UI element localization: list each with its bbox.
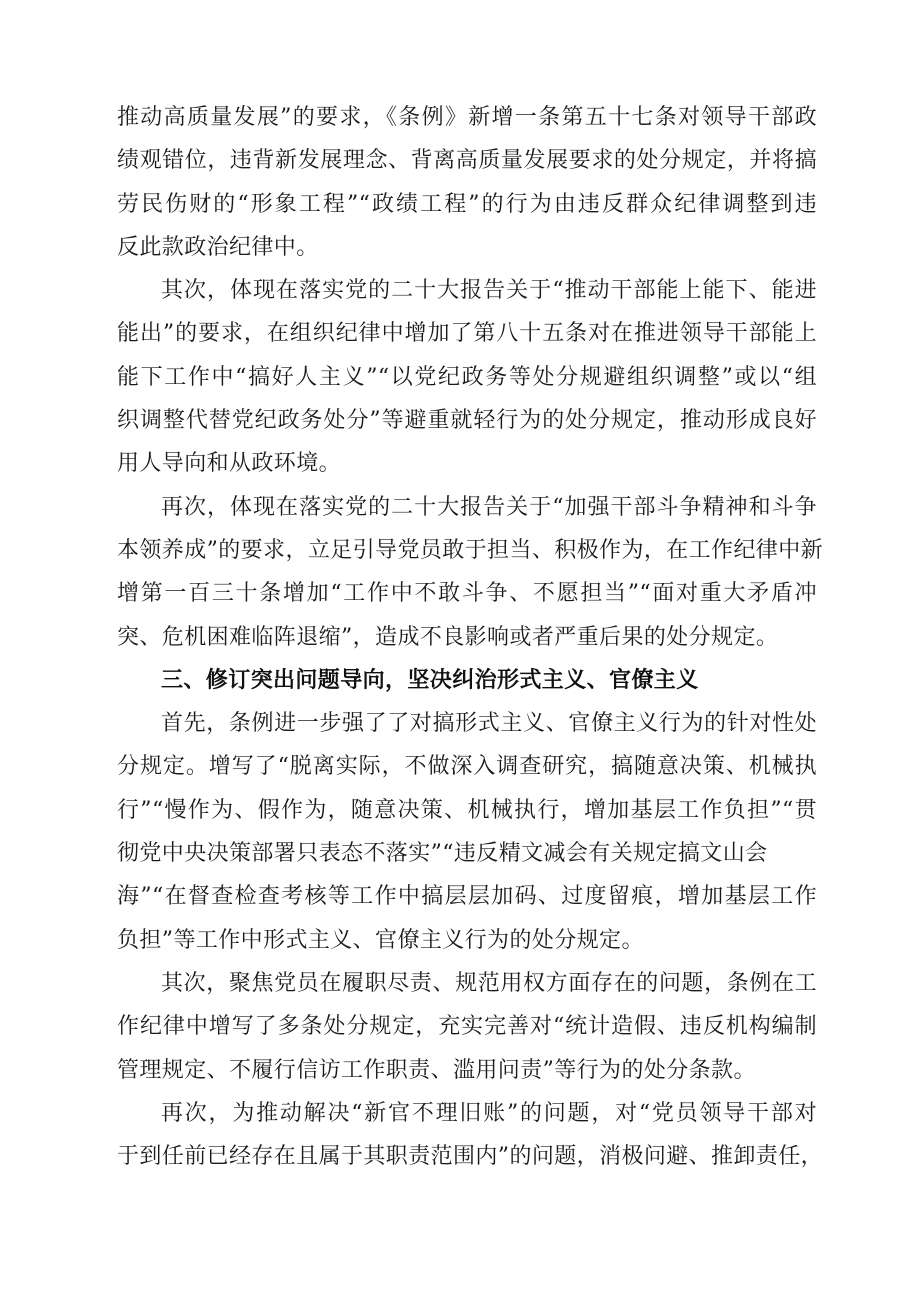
paragraph-line: 负担”等工作中形式主义、官僚主义行为的处分规定。 — [117, 927, 644, 953]
paragraph-line: 劳民伤财的“形象工程”“政绩工程”的行为由违反群众纪律调整到违 — [117, 191, 817, 217]
paragraph-line: 绩观错位，违背新发展理念、背离高质量发展要求的处分规定，并将搞 — [117, 148, 817, 174]
paragraph-line: 行”“慢作为、假作为，随意决策、机械执行，增加基层工作负担”“贯 — [117, 797, 817, 823]
paragraph-first-line: 再次，体现在落实党的二十大报告关于“加强干部斗争精神和斗争 — [161, 494, 817, 520]
paragraph-line: 反此款政治纪律中。 — [117, 234, 319, 260]
paragraph-line: 能下工作中“搞好人主义”“以党纪政务等处分规避组织调整”或以“组 — [117, 364, 817, 390]
paragraph-first-line: 其次，体现在落实党的二十大报告关于“推动干部能上能下、能进 — [161, 278, 817, 304]
paragraph-line: 本领养成”的要求，立足引导党员敢于担当、积极作为，在工作纪律中新 — [117, 537, 824, 563]
section-heading: 三、修订突出问题导向，坚决纠治形式主义、官僚主义 — [161, 667, 699, 693]
paragraph-line: 海”“在督查检查考核等工作中搞层层加码、过度留痕，增加基层工作 — [117, 884, 817, 910]
paragraph-first-line: 其次，聚焦党员在履职尽责、规范用权方面存在的问题，条例在工 — [161, 970, 817, 996]
paragraph-line: 能出”的要求，在组织纪律中增加了第八十五条对在推进领导干部能上 — [117, 321, 817, 347]
paragraph-line: 于到任前已经存在且属于其职责范围内”的问题，消极问避、推卸责任， — [117, 1144, 824, 1170]
paragraph-line: 管理规定、不履行信访工作职责、滥用问责”等行为的处分条款。 — [117, 1057, 756, 1083]
paragraph-line: 织调整代替党纪政务处分”等避重就轻行为的处分规定，推动形成良好 — [117, 408, 817, 434]
paragraph-line: 增第一百三十条增加“工作中不敢斗争、不愿担当”“面对重大矛盾冲 — [117, 581, 817, 607]
paragraph-line: 推动高质量发展”的要求，《条例》新增一条第五十七条对领导干部政 — [117, 105, 817, 130]
paragraph-first-line: 再次，为推动解决“新官不理旧账”的问题，对“党员领导干部对 — [161, 1100, 817, 1126]
paragraph-first-line: 首先，条例进一步强了了对搞形式主义、官僚主义行为的针对性处 — [161, 711, 817, 737]
paragraph-line: 作纪律中增写了多条处分规定，充实完善对“统计造假、违反机构编制 — [117, 1014, 817, 1040]
paragraph-line: 彻党中央决策部署只表态不落实”“违反精文减会有关规定搞文山会 — [117, 841, 768, 867]
paragraph-line: 分规定。增写了“脱离实际，不做深入调查研究，搞随意决策、机械执 — [117, 754, 817, 780]
document-body — [117, 96, 824, 1178]
paragraph-line: 用人导向和从政环境。 — [117, 451, 342, 477]
paragraph-line: 突、危机困难临阵退缩”，造成不良影响或者严重后果的处分规定。 — [117, 624, 779, 650]
